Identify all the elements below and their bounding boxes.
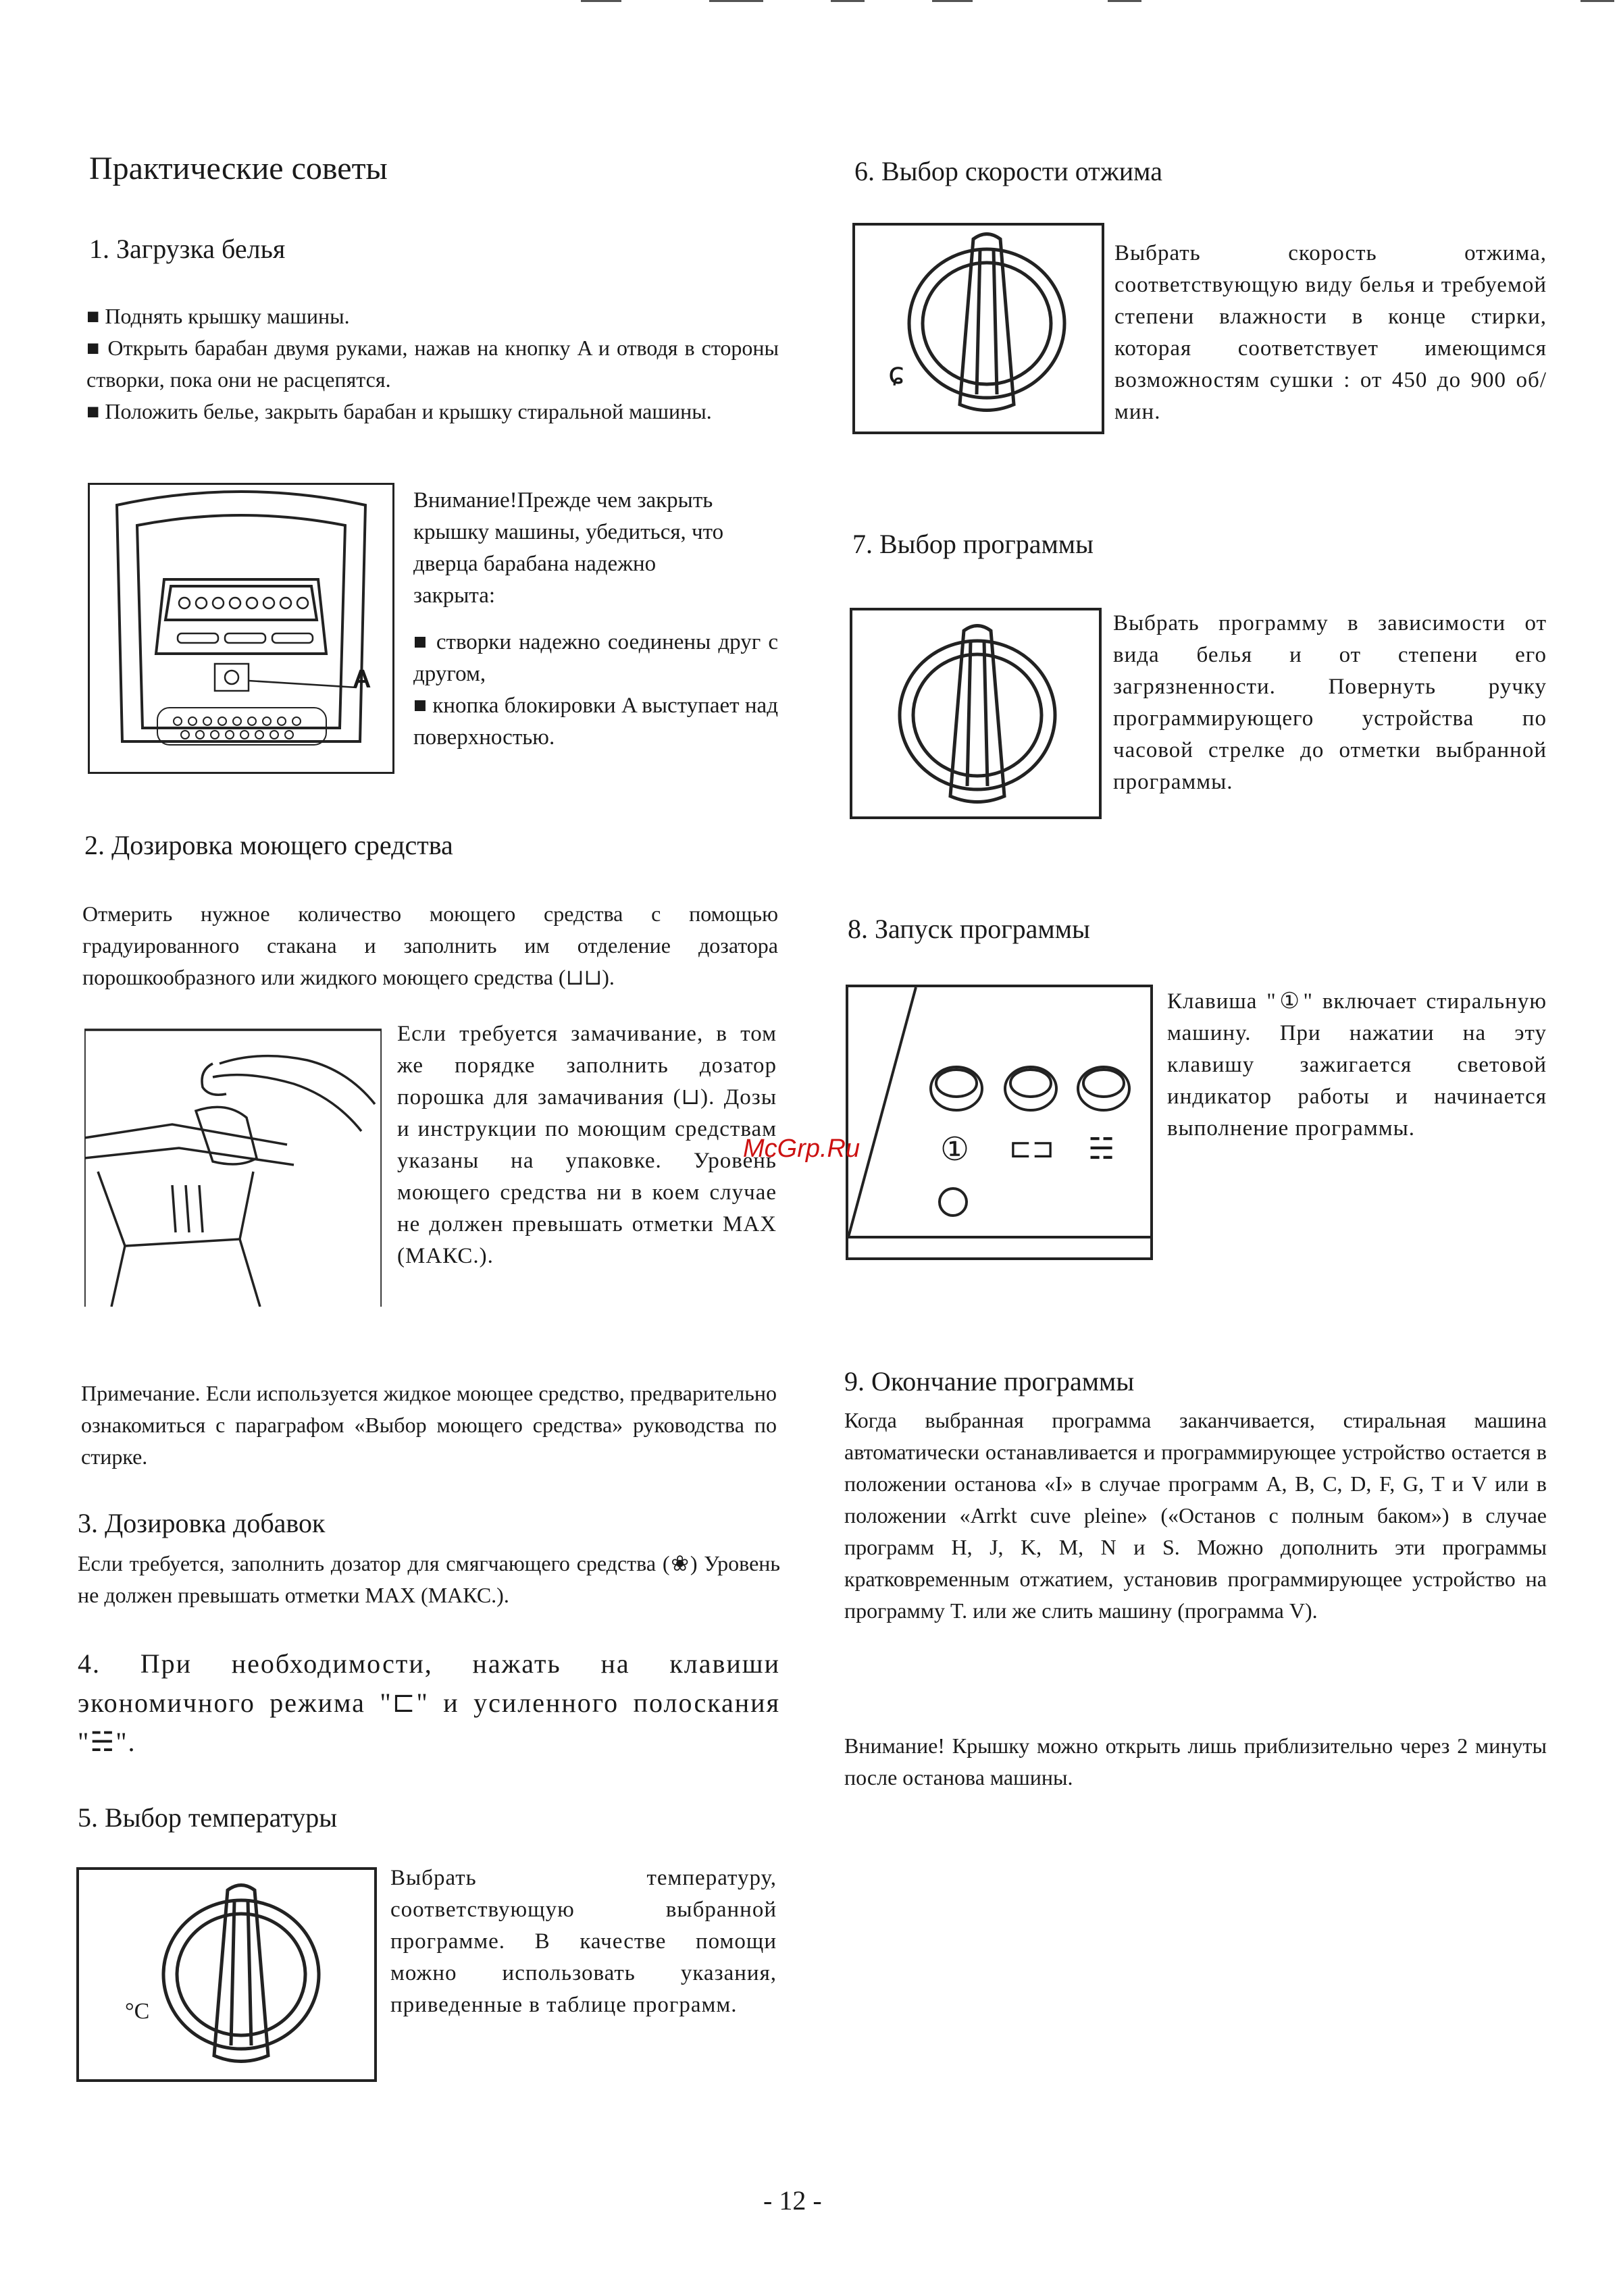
- warning-bullet: ■ створки надежно соединены друг с другом,: [413, 630, 778, 686]
- scan-mark: [1108, 0, 1141, 2]
- watermark: McGrp.Ru: [743, 1134, 860, 1163]
- warning-line: Внимание!Прежде чем закрыть: [413, 488, 713, 513]
- step-item: ■ Положить белье, закрыть барабан и крышку стиральной машины.: [86, 399, 712, 423]
- page-title: Практические советы: [89, 151, 388, 186]
- section-2-intro: Отмерить нужное количество моющего средства с помощью градуированного стакана и заполнить им отделение дозатора порошкообразного или жидкого моющего средства (⊔⊔).: [82, 902, 778, 989]
- drum-illustration: [90, 485, 392, 772]
- control-panel-figure: [846, 985, 1153, 1260]
- power-symbol-icon: ①: [940, 1130, 970, 1168]
- scan-mark: [709, 0, 763, 2]
- section-5-text: Выбрать температуру, соответствующую выбранной программе. В качестве помощи можно использовать указания, приведенные в таблице программ.: [390, 1866, 777, 2017]
- detergent-figure: [84, 1023, 382, 1307]
- warning-line: дверца барабана надежно: [413, 552, 657, 576]
- step-item: ■ Поднять крышку машины.: [86, 304, 350, 328]
- section-6-text: Выбрать скорость отжима, соответствующую виду белья и требуемой степени влажности в конце стирки, которая соответствует имеющимся возможностям сушки : от 450 до 900 об/мин.: [1114, 241, 1547, 424]
- page-number: - 12 -: [763, 2185, 822, 2216]
- spin-icon: ɕ: [888, 357, 905, 391]
- section-1-warning: [413, 485, 778, 754]
- section-9-title: 9. Окончание программы: [844, 1366, 1135, 1397]
- section-7-title: 7. Выбор программы: [852, 529, 1094, 559]
- eco-symbol-icon: ⊏⊐: [1009, 1133, 1055, 1164]
- warning-line: закрыта:: [413, 583, 496, 608]
- section-3-text: Если требуется, заполнить дозатор для смягчающего средства (❀) Уровень не должен превышать отметки MAX (МАКС.).: [78, 1551, 780, 1607]
- spin-dial-illustration: [855, 226, 1102, 432]
- section-5-title: 5. Выбор температуры: [78, 1802, 338, 1833]
- section-3-title: 3. Дозировка добавок: [78, 1508, 326, 1538]
- section-8-text: Клавиша "①" включает стиральную машину. При нажатии на эту клавишу зажигается световой индикатор работы и начинается выполнение программы.: [1167, 989, 1547, 1141]
- figure-label-a: A: [353, 665, 371, 694]
- drum-figure: [88, 483, 394, 774]
- detergent-illustration: [84, 1023, 382, 1307]
- program-dial-figure: [850, 608, 1102, 819]
- section-2-title: 2. Дозировка моющего средства: [84, 830, 453, 860]
- section-9-text: Когда выбранная программа заканчивается, стиральная машина автоматически останавливается и программирующее устройство остается в положении останова «I» в случае программ A, B, C, D, F, G, T и V или в положении «Arrkt cuve pleine» («Останов с полным баком») в случае программ H, J, K, M, N и S. Можно дополнить эти программы кратковременным отжатием, установив программирующее устройство на программу T. или же слить машину (программа V).: [844, 1408, 1547, 1623]
- section-1-title: 1. Загрузка белья: [89, 234, 286, 264]
- program-dial-illustration: [852, 610, 1099, 816]
- warning-line: крышку машины, убедиться, что: [413, 520, 724, 544]
- spin-dial-figure: [852, 223, 1104, 434]
- section-9-warning: Внимание! Крышку можно открыть лишь приблизительно через 2 минуты после останова машины.: [844, 1733, 1547, 1790]
- section-8-title: 8. Запуск программы: [848, 914, 1090, 944]
- step-item: ■ Открыть барабан двумя руками, нажав на кнопку A и отводя в стороны створки, пока они не расцепятся.: [86, 336, 779, 392]
- control-panel-illustration: [848, 987, 1150, 1257]
- section-2-note: Примечание. Если используется жидкое моющее средство, предварительно ознакомиться с параграфом «Выбор моющего средства» руководства по стирке.: [81, 1381, 777, 1469]
- rinse-symbol-icon: ☵: [1088, 1132, 1115, 1166]
- scan-mark: [1581, 0, 1614, 2]
- scan-mark: [932, 0, 973, 2]
- section-7-text: Выбрать программу в зависимости от вида белья и от степени его загрязненности. Повернуть ручку программирующего устройства по часовой стрелке до отметки выбранной программы.: [1113, 611, 1547, 794]
- temperature-dial-illustration: [79, 1870, 374, 2079]
- temperature-icon: °C: [125, 1999, 150, 2024]
- temperature-dial-figure: [76, 1867, 377, 2082]
- warning-bullet: ■ кнопка блокировки A выступает над поверхностью.: [413, 694, 778, 750]
- scan-mark: [581, 0, 621, 2]
- scan-mark: [831, 0, 865, 2]
- section-6-title: 6. Выбор скорости отжима: [854, 156, 1162, 186]
- section-1-steps: [86, 301, 779, 427]
- section-2-soak: Если требуется замачивание, в том же порядке заполнить дозатор порошка для замачивания (⊔). Дозы и инструкции по моющим средствам указаны на упаковке. Уровень моющего средства ни в коем случае не должен превышать отметки MAX (МАКС.).: [397, 1022, 777, 1268]
- section-4-text: 4. При необходимости, нажать на клавиши экономичного режима "⊏" и усиленного полоскания "☵".: [78, 1648, 780, 1757]
